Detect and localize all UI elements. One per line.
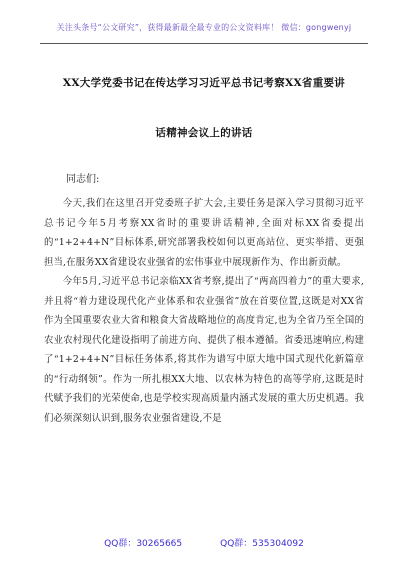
header-promo-text: 关注头条号“公文研究”，获得最新最全最专业的公文资料库！ 微信：gongwenyj: [56, 23, 352, 32]
document-title-line-2: 话精神会议上的讲话: [155, 127, 253, 139]
header-divider: [40, 43, 368, 44]
footer-qq-group-2: QQ群：535304092: [220, 539, 304, 549]
document-title-line-1: XX大学党委书记在传达学习习近平总书记考察XX省重要讲: [62, 77, 346, 89]
salutation: 同志们:: [66, 174, 100, 185]
footer-qq-group-1: QQ群：30265665: [104, 539, 183, 549]
footer-contact: [0, 536, 408, 549]
body-text: [44, 194, 364, 429]
paragraph-1: 今天,我们在这里召开党委班子扩大会,主要任务是深入学习贯彻习近平总书记今年5月考察XX省时的重要讲话精神,全面对标XX省委提出的“1+2+4+N”目标体系,研究部署我校如何以更高站位、更实举措、更强担当,在服务XX省建设农业强省的宏伟事业中展现新作为、作出新贡献。: [44, 198, 364, 268]
paragraph-2: 今年5月,习近平总书记亲临XX省考察,提出了“两高四着力”的重大要求,并且将“着力建设现代化产业体系和农业强省”放在首要位置,这既是对XX省作为全国重要农业大省和粮食大省战略地位的高度肯定,也为全省乃至全国的农业农村现代化建设指明了前进方向、提供了根本遵循。省委迅速响应,构建了“1+2+4+N”目标任务体系,将其作为谱写中原大地中国式现代化新篇章的“行动纲领”。作为一所扎根XX大地、以农林为特色的高等学府,这既是时代赋予我们的光荣使命,也是学校实现高质量内涵式发展的重大历史机遇。我们必须深刻认识到,服务农业强省建设,不是: [44, 276, 364, 425]
